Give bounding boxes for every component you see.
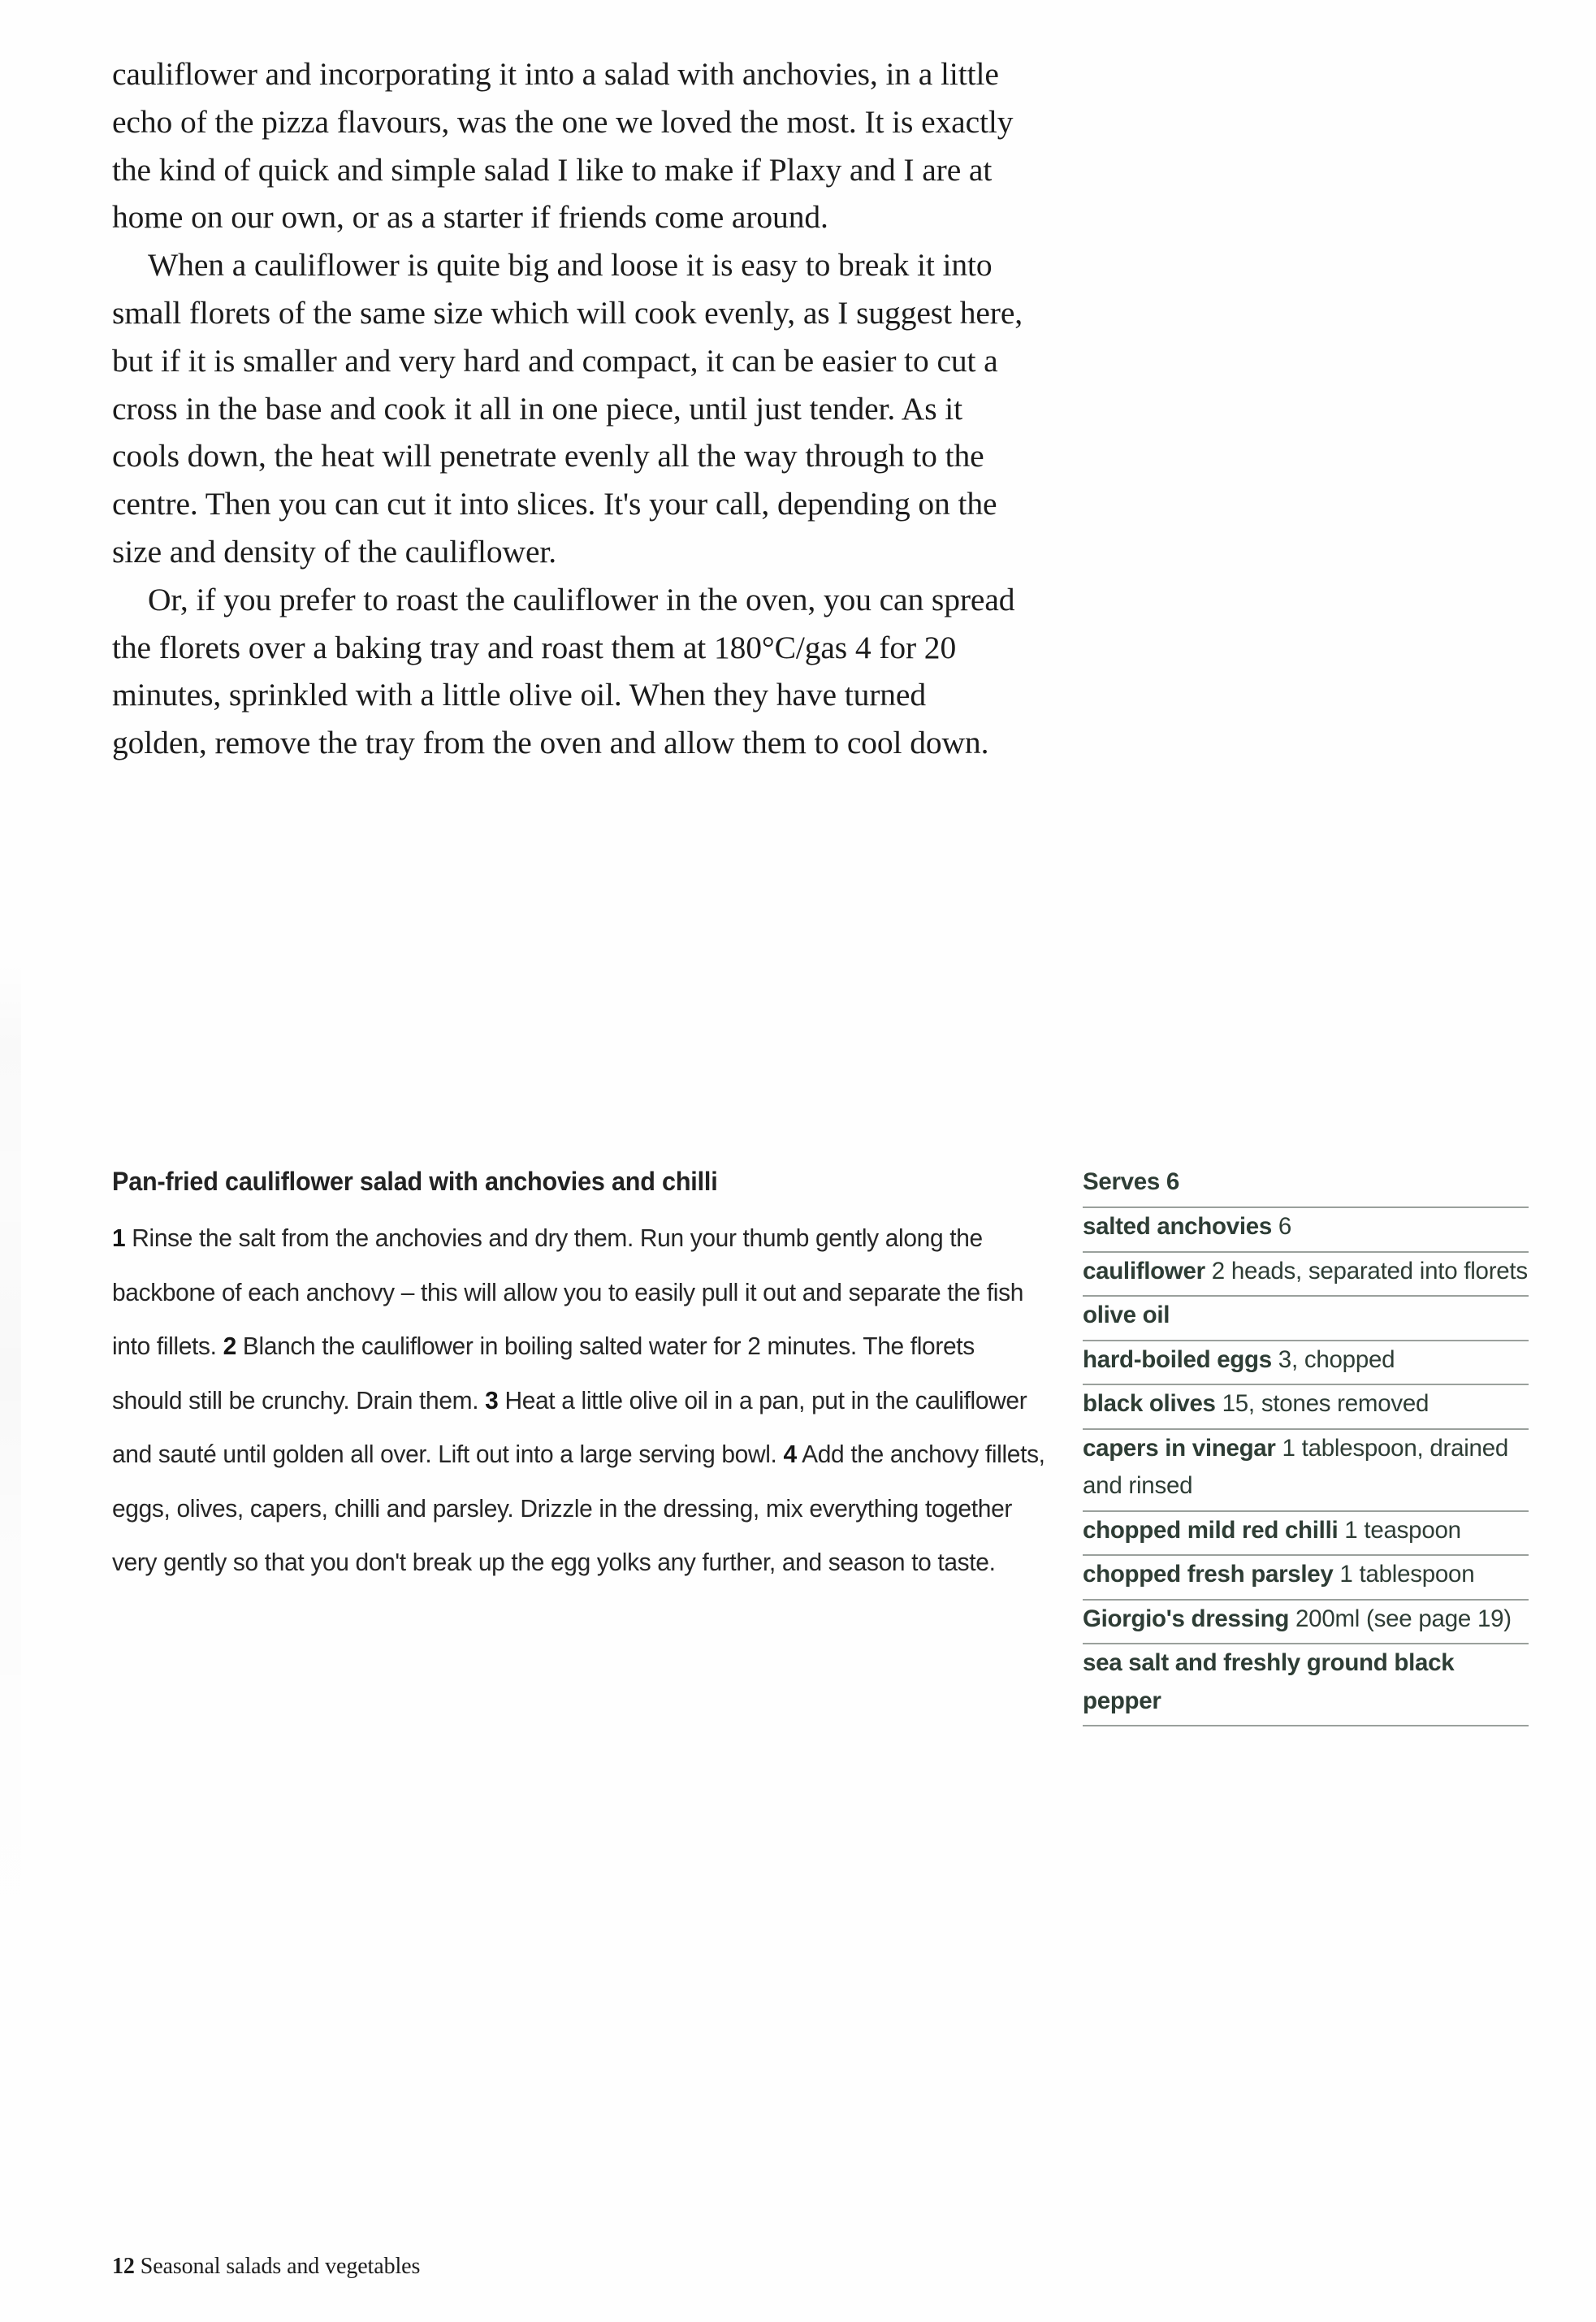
ingredient-row [1083,1644,1529,1726]
ingredient-quantity: 200ml (see page 19) [1289,1605,1512,1632]
ingredients-list [1083,1163,1529,1726]
method-step-text: Heat a little olive oil in a pan, put in the cauliflower and sauté until golden all over. Lift out into a large serving bowl. [112,1385,1027,1468]
scan-edge-artifact [0,959,21,2007]
ingredients-serves-row [1083,1163,1529,1208]
method-step-text: Rinse the salt from the anchovies and dry them. Run your thumb gently along the backbone of each anchovy – this will allow you to easily pull it out and separate the fish into fillets. [112,1224,1024,1360]
ingredient-row [1083,1208,1529,1253]
ingredient-text [1083,1297,1529,1336]
method-step-text: Blanch the cauliflower in boiling salted water for 2 minutes. The florets should still be crunchy. Drain them. [112,1332,975,1414]
ingredient-name: hard-boiled eggs [1083,1345,1272,1373]
body-text-column [112,50,1028,767]
body-paragraph-1: cauliflower and incorporating it into a salad with anchovies, in a little echo of the pizza flavours, was the one we loved the most. It is exactly the kind of quick and simple salad I like to make if Plaxy and I are at home on our own, or as a starter if friends come around. [112,56,1014,236]
recipe-method [112,1211,1048,1590]
ingredient-name: salted anchovies [1083,1213,1272,1240]
ingredient-row [1083,1601,1529,1645]
ingredient-name: cauliflower [1083,1257,1205,1284]
ingredient-text [1083,1208,1529,1248]
ingredient-quantity: 1 teaspoon [1338,1516,1461,1544]
ingredient-row [1083,1430,1529,1512]
ingredient-row [1083,1297,1529,1341]
footer-section-title: Seasonal salads and vegetables [140,2254,421,2279]
method-step-number: 4 [783,1440,797,1468]
ingredient-text [1083,1601,1529,1640]
footer-spacer [135,2254,141,2279]
ingredient-name: chopped fresh parsley [1083,1561,1334,1588]
method-step-text: Add the anchovy fillets, eggs, olives, capers, chilli and parsley. Drizzle in the dressing, mix everything together very gently so that you don't break up the egg yolks any further, and season to taste. [112,1440,1045,1576]
ingredient-name: Giorgio's dressing [1083,1605,1290,1632]
ingredient-text [1083,1556,1529,1596]
footer-page-number: 12 [112,2254,135,2279]
ingredient-quantity: 2 heads, separated into florets [1205,1257,1528,1284]
method-step-number: 2 [223,1332,236,1360]
ingredient-quantity: 6 [1271,1213,1292,1240]
ingredient-name: capers in vinegar [1083,1434,1276,1462]
serves-label: Serves 6 [1083,1168,1179,1195]
ingredient-quantity: 15, stones removed [1215,1390,1429,1417]
ingredient-row [1083,1385,1529,1430]
ingredient-text [1083,1430,1529,1507]
ingredient-name: sea salt and freshly ground black pepper [1083,1649,1455,1714]
ingredient-name: olive oil [1083,1302,1170,1328]
body-paragraph-3: Or, if you prefer to roast the cauliflower in the oven, you can spread the florets over a baking tray and roast them at 180°C/gas 4 for 20 minutes, sprinkled with a little olive oil. When they have turned golden, remove the tray from the oven and allow them to cool down. [112,581,1015,761]
ingredient-name: chopped mild red chilli [1083,1516,1339,1544]
ingredient-row [1083,1341,1529,1386]
recipe-title: Pan-fried cauliflower salad with anchovies and chilli [112,1167,718,1196]
ingredient-name: black olives [1083,1390,1216,1417]
method-step-number: 3 [485,1385,499,1414]
ingredient-text [1083,1512,1529,1552]
body-paragraph-2: When a cauliflower is quite big and loose it is easy to break it into small florets of the same size which will cook evenly, as I suggest here, but if it is smaller and very hard and compact, it can be easier to cut a cross in the base and cook it all in one piece, until just tender. As it cools down, the heat will penetrate evenly all the way through to the centre. Then you can cut it into slices. It's your call, depending on the size and density of the cauliflower. [112,247,1023,570]
recipe-block [112,1165,1048,1590]
ingredient-quantity: 1 tablespoon [1333,1561,1475,1588]
ingredient-quantity: 1 tablespoon, drained and rinsed [1083,1434,1509,1499]
ingredient-text [1083,1385,1529,1425]
page-footer [112,2252,420,2281]
ingredient-row [1083,1253,1529,1297]
ingredient-row [1083,1556,1529,1601]
ingredient-row [1083,1512,1529,1557]
ingredient-text [1083,1253,1529,1293]
ingredient-rows-container [1083,1208,1529,1726]
ingredient-text [1083,1644,1529,1722]
method-step-number: 1 [112,1224,126,1252]
ingredient-quantity: 3, chopped [1271,1345,1395,1373]
ingredient-text [1083,1341,1529,1381]
